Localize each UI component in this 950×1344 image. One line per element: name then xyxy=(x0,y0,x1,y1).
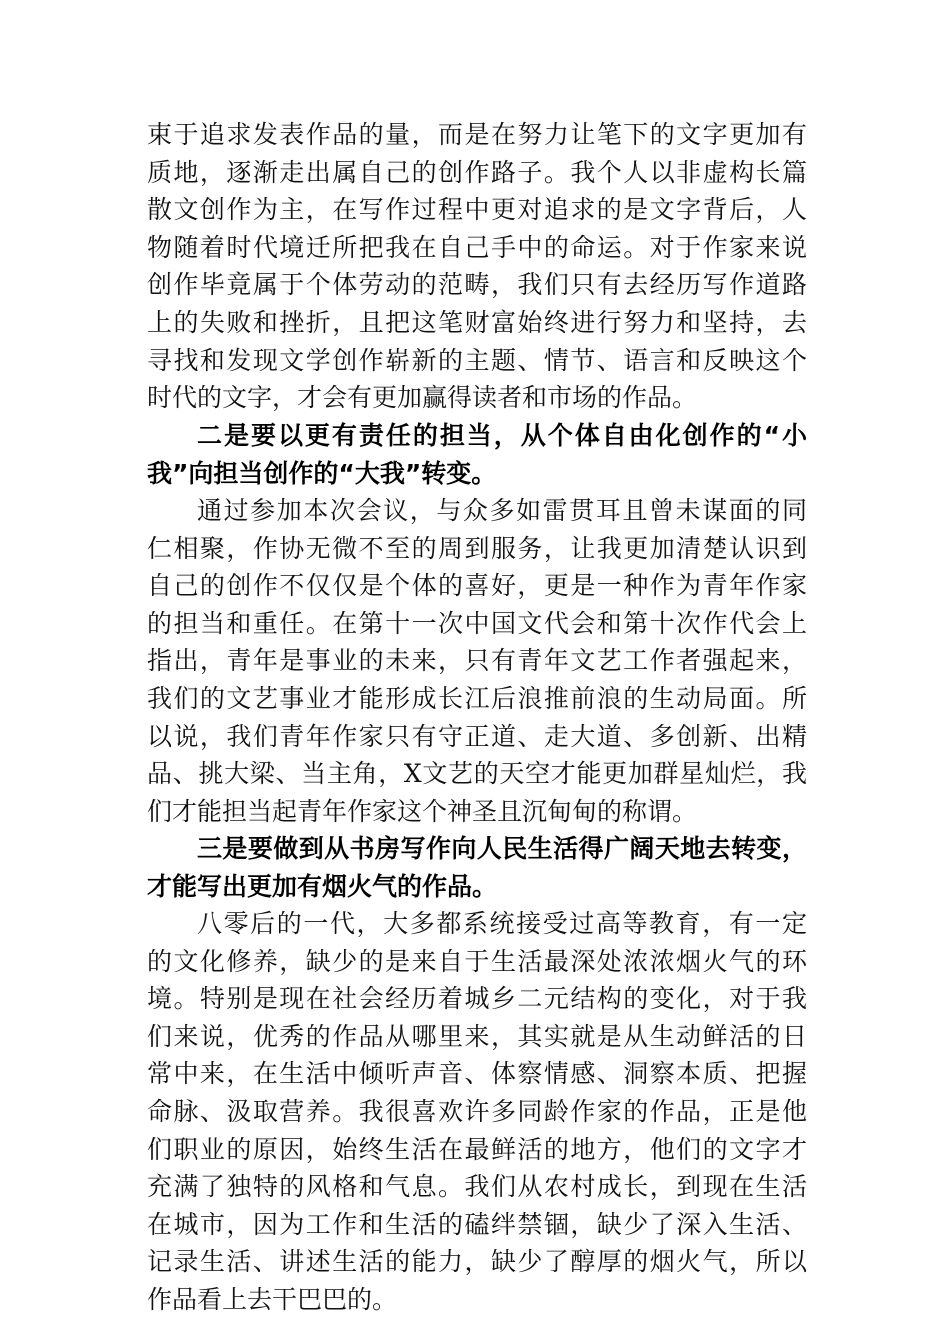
text-line: 质地，逐渐走出属自己的创作路子。我个人以非虚构长篇 xyxy=(147,157,807,187)
text-line: 们才能担当起青年作家这个神圣且沉甸甸的称谓。 xyxy=(147,796,698,826)
text-line: 自己的创作不仅仅是个体的喜好，更是一种作为青年作家 xyxy=(147,571,807,601)
text-line: 束于追求发表作品的量，而是在努力让笔下的文字更加有 xyxy=(147,120,807,149)
text-line: 境。特别是现在社会经历着城乡二元结构的变化，对于我 xyxy=(147,984,807,1014)
text-line: 物随着时代境迁所把我在自己手中的命运。对于作家来说 xyxy=(147,232,807,262)
text-line: 品、挑大梁、当主角，X文艺的天空才能更加群星灿烂，我 xyxy=(147,759,807,789)
text-line: 作品看上去干巴巴的。 xyxy=(147,1284,398,1314)
text-line: 时代的文字，才会有更加赢得读者和市场的作品。 xyxy=(147,383,698,413)
text-line: 我们的文艺事业才能形成长江后浪推前浪的生动局面。所 xyxy=(147,683,807,713)
section-heading-3 xyxy=(147,830,807,905)
heading-line: 二是要以更有责任的担当，从个体自由化创作的“小 xyxy=(197,421,807,450)
text-line: 寻找和发现文学创作崭新的主题、情节、语言和反映这个 xyxy=(147,345,807,375)
text-line: 记录生活、讲述生活的能力，缺少了醇厚的烟火气，所以 xyxy=(147,1247,807,1277)
text-line: 常中来，在生活中倾听声音、体察情感、洞察本质、把握 xyxy=(147,1059,807,1089)
text-line: 仁相聚，作协无微不至的周到服务，让我更加清楚认识到 xyxy=(147,533,807,563)
text-line: 在城市，因为工作和生活的磕绊禁锢，缺少了深入生活、 xyxy=(147,1209,807,1239)
text-line: 创作毕竟属于个体劳动的范畴，我们只有去经历写作道路 xyxy=(147,270,807,300)
body-paragraph-2 xyxy=(147,492,807,830)
text-line: 上的失败和挫折，且把这笔财富始终进行努力和坚持，去 xyxy=(147,307,807,337)
text-line: 的担当和重任。在第十一次中国文代会和第十次作代会上 xyxy=(147,608,807,638)
text-line: 们职业的原因，始终生活在最鲜活的地方，他们的文字才 xyxy=(147,1134,807,1164)
text-line: 八零后的一代，大多都系统接受过高等教育，有一定 xyxy=(197,909,807,938)
text-line: 通过参加本次会议，与众多如雷贯耳且曾未谋面的同 xyxy=(197,496,807,525)
heading-line: 才能写出更加有烟火气的作品。 xyxy=(147,871,498,901)
text-line: 们来说，优秀的作品从哪里来，其实就是从生动鲜活的日 xyxy=(147,1021,807,1051)
body-paragraph-3 xyxy=(147,905,807,1319)
text-line: 散文创作为主，在写作过程中更对追求的是文字背后，人 xyxy=(147,195,807,225)
heading-line: 我”向担当创作的“大我”转变。 xyxy=(147,458,497,488)
text-line: 以说，我们青年作家只有守正道、走大道、多创新、出精 xyxy=(147,721,807,751)
text-line: 指出，青年是事业的未来，只有青年文艺工作者强起来， xyxy=(147,646,807,676)
heading-line: 三是要做到从书房写作向人民生活得广阔天地去转变， xyxy=(197,834,807,863)
text-line: 的文化修养，缺少的是来自于生活最深处浓浓烟火气的环 xyxy=(147,946,807,976)
text-line: 充满了独特的风格和气息。我们从农村成长，到现在生活 xyxy=(147,1172,807,1202)
section-heading-2 xyxy=(147,417,807,492)
text-line: 命脉、汲取营养。我很喜欢许多同龄作家的作品，正是他 xyxy=(147,1096,807,1126)
body-paragraph-1 xyxy=(147,116,807,417)
